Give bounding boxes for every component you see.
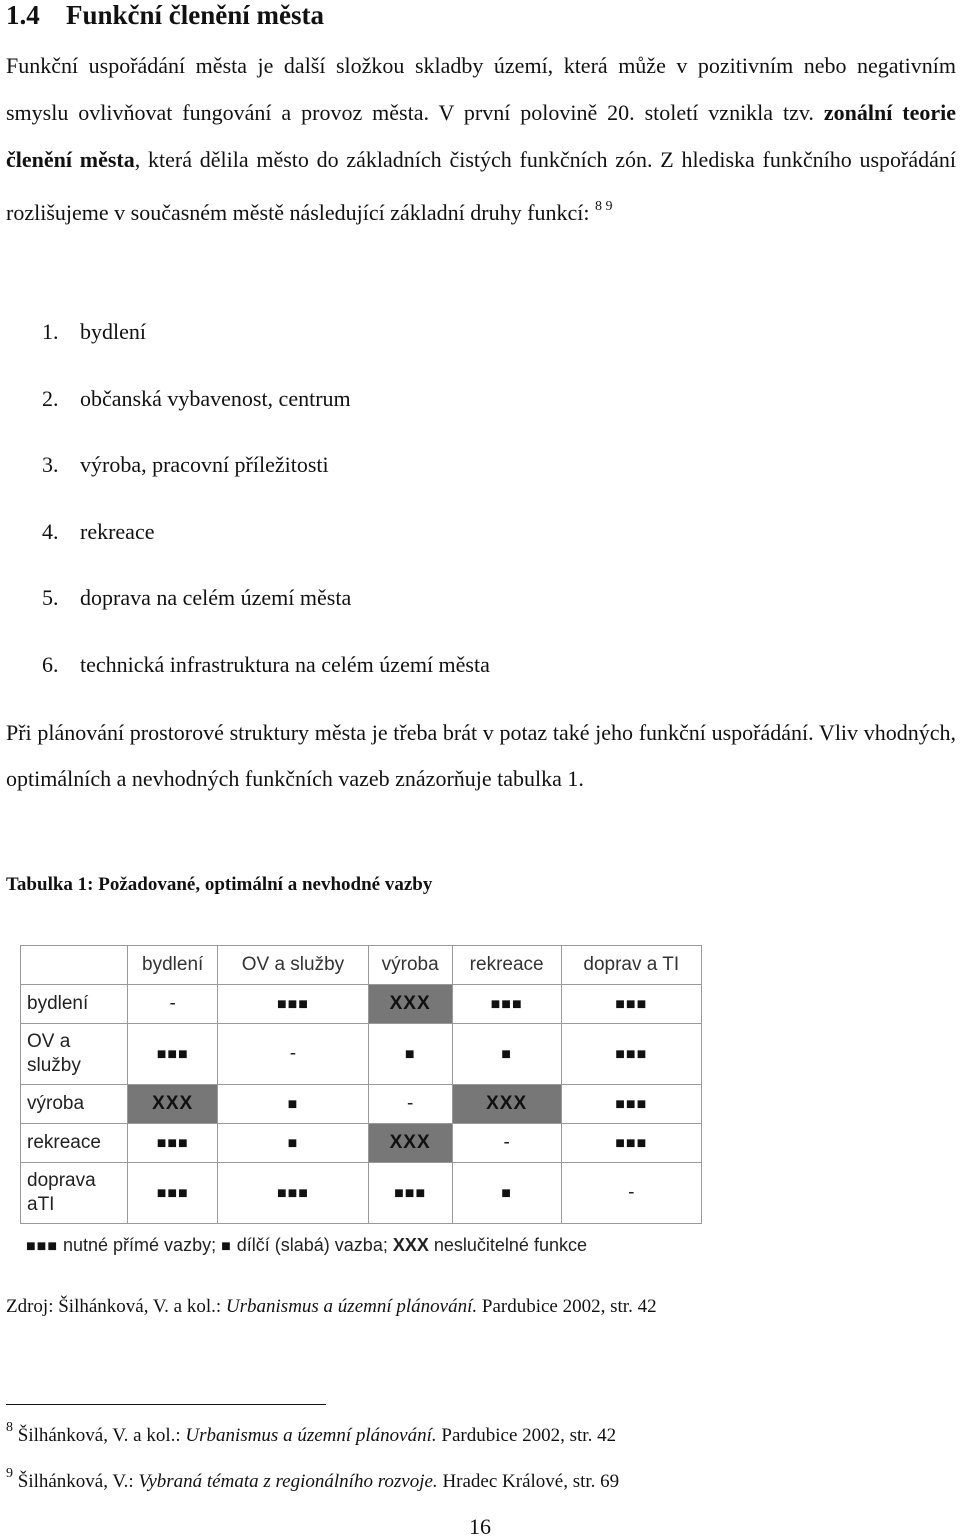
footnote-refs: 8 9 [594, 199, 613, 214]
cell-value: ■ [501, 1185, 512, 1202]
table-cell [452, 1024, 561, 1085]
list-item-number: 6. [42, 651, 59, 677]
list-item-number: 2. [42, 385, 59, 411]
table-cell [218, 985, 368, 1024]
footnote-title: Urbanismus a územní plánování. [185, 1425, 437, 1446]
column-header: doprav a TI [561, 946, 701, 985]
table-row [21, 1024, 702, 1085]
column-header: rekreace [452, 946, 561, 985]
list-item-number: 1. [42, 319, 59, 344]
cell-value: ■■■ [276, 1185, 309, 1202]
table-cell [368, 1085, 452, 1124]
table-cell [368, 1163, 452, 1224]
row-header: výroba [21, 1085, 128, 1124]
list-item [42, 440, 490, 507]
table-cell [561, 1085, 701, 1124]
column-header: bydlení [128, 946, 218, 985]
table-cell [128, 1085, 218, 1124]
cell-value: ■■■ [615, 996, 648, 1013]
cell-value: ■■■ [615, 1135, 648, 1152]
source-suffix: Pardubice 2002, str. 42 [477, 1296, 657, 1317]
cell-value: ■ [287, 1096, 299, 1113]
list-item [42, 507, 490, 574]
table-cell [452, 1163, 561, 1224]
table-cell [561, 1024, 701, 1085]
footnote-8 [6, 1420, 616, 1447]
cell-value: ■■■ [615, 1096, 648, 1113]
table-cell [218, 1124, 368, 1163]
intro-bold-term: zonální teorie členění města [6, 100, 956, 172]
legend-weak-symbol: ■ [221, 1238, 232, 1255]
list-item-text: bydlení [80, 319, 146, 344]
list-item [42, 307, 490, 374]
row-header: rekreace [21, 1124, 128, 1163]
cell-value: ■ [404, 1046, 416, 1063]
row-header: doprava aTI [21, 1163, 128, 1224]
cell-value: ■ [501, 1046, 512, 1063]
intro-text-1: Funkční uspořádání města je další složkou skladby území, která může v pozitivním nebo negativním smyslu ovlivňovat fungování a provoz města. V první polovině 20. století vznikla tzv. [6, 53, 956, 125]
cell-value: ■■■ [394, 1185, 427, 1202]
footnote-9 [6, 1466, 619, 1493]
second-paragraph: Při plánování prostorové struktury města je třeba brát v potaz také jeho funkční uspořádání. Vliv vhodných, optimálních a nevhodných funkčních vazeb znázorňuje tabulka 1. [6, 720, 956, 791]
table-cell [452, 1085, 561, 1124]
table-cell [128, 1124, 218, 1163]
table-row [21, 985, 702, 1024]
table-cell [218, 1085, 368, 1124]
cell-value: - [503, 1132, 510, 1153]
source-prefix: Zdroj: Šilhánková, V. a kol.: [6, 1296, 226, 1317]
table-cell [368, 985, 452, 1024]
page-number: 16 [469, 1514, 491, 1539]
cell-value: ■■■ [156, 1046, 189, 1063]
cell-value: - [406, 1093, 414, 1114]
list-item-text: doprava na celém území města [80, 585, 352, 611]
footnote-mark: 8 [6, 1420, 13, 1435]
cell-value: XXX [389, 1132, 431, 1153]
column-header: OV a služby [218, 946, 368, 985]
cell-value: XXX [486, 1093, 528, 1114]
table-row [21, 1163, 702, 1224]
table-cell [218, 1024, 368, 1085]
table-row [21, 1085, 702, 1124]
table-corner [21, 946, 128, 985]
list-item-text: občanská vybavenost, centrum [80, 385, 351, 411]
footnote-prefix: Šilhánková, V. a kol.: [13, 1425, 186, 1446]
row-header: bydlení [21, 985, 128, 1024]
footnote-divider [6, 1404, 326, 1405]
cell-value: - [628, 1182, 635, 1203]
table-cell [128, 1024, 218, 1085]
legend-incompatible-text: neslučitelné funkce [428, 1235, 587, 1255]
table-cell [368, 1124, 452, 1163]
table-cell [452, 985, 561, 1024]
cell-value: - [289, 1043, 297, 1064]
list-item [42, 640, 490, 707]
section-title: Funkční členění města [66, 0, 325, 30]
footnote-suffix: Pardubice 2002, str. 42 [436, 1425, 617, 1446]
table-cell [561, 1163, 701, 1224]
cell-value: XXX [389, 993, 431, 1014]
section-heading [6, 0, 324, 31]
list-item [42, 573, 490, 640]
intro-text-2: , která dělila město do základních čistých funkčních zón. Z hlediska funkčního uspořádání rozlišujeme v současném městě následující základní druhy funkcí: [6, 147, 957, 225]
table-cell [128, 1163, 218, 1224]
relations-table [20, 945, 702, 1224]
table-cell [561, 985, 701, 1024]
section-number: 1.4 [6, 0, 40, 30]
list-item-number: 4. [42, 518, 59, 544]
list-item-number: 5. [42, 585, 59, 611]
table-row [21, 1124, 702, 1163]
cell-value: ■■■ [490, 996, 523, 1013]
table-cell [218, 1163, 368, 1224]
table-source [6, 1296, 657, 1318]
legend-strong-symbol: ■■■ [26, 1238, 58, 1255]
cell-value: - [169, 993, 176, 1014]
function-table [20, 945, 704, 1224]
footnote-prefix: Šilhánková, V.: [13, 1471, 139, 1492]
table-legend [26, 1235, 587, 1256]
table-cell [452, 1124, 561, 1163]
list-item-number: 3. [42, 452, 59, 478]
table-cell [561, 1124, 701, 1163]
footnote-title: Vybraná témata z regionálního rozvoje. [138, 1471, 438, 1492]
list-item-text: výroba, pracovní příležitosti [80, 452, 329, 478]
source-title: Urbanismus a územní plánování. [225, 1296, 478, 1317]
cell-value: XXX [152, 1093, 194, 1114]
cell-value: ■■■ [276, 996, 309, 1013]
table-cell [128, 985, 218, 1024]
list-item-text: rekreace [80, 518, 155, 544]
list-item [42, 374, 490, 441]
legend-strong-text: nutné přímé vazby; [58, 1235, 222, 1255]
legend-weak-text: dílčí (slabá) vazba; [231, 1235, 393, 1255]
function-list [42, 307, 490, 707]
table-caption: Tabulka 1: Požadované, optimální a nevhodné vazby [6, 874, 433, 895]
intro-paragraph [6, 42, 956, 236]
cell-value: ■■■ [156, 1135, 189, 1152]
cell-value: ■■■ [615, 1046, 648, 1063]
footnote-suffix: Hradec Králové, str. 69 [437, 1471, 620, 1492]
list-item-text: technická infrastruktura na celém území města [80, 651, 490, 677]
cell-value: ■■■ [156, 1185, 189, 1202]
legend-incompatible-symbol: XXX [392, 1235, 429, 1255]
footnote-mark: 9 [6, 1466, 13, 1481]
row-header: OV a služby [21, 1024, 128, 1085]
cell-value: ■ [287, 1135, 299, 1152]
column-header: výroba [368, 946, 452, 985]
table-cell [368, 1024, 452, 1085]
